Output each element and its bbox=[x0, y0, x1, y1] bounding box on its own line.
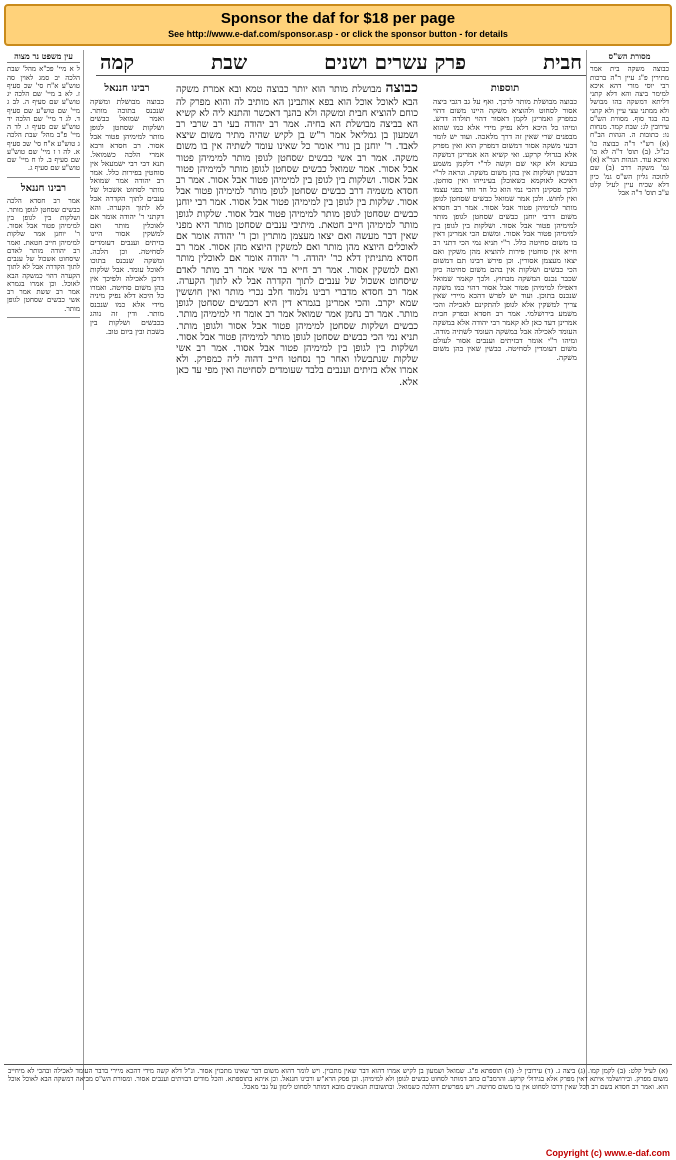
header-folio: חבית bbox=[543, 50, 582, 74]
margin-right-column bbox=[586, 50, 672, 1090]
rashi-text: כבוצה מבושלת ומשקה שנכנס בתוכה מותר. ואמר שמואל כבשים ושלקות שסחטן לגופן מותר למימיהן פטור אבל אסור. רב חסדא ורבא אמרי הלכה כשמואל. תנא דבי רבי ישמעאל אין סוחטין בפירות כלל. אמר רב יהודה אמר שמואל מותר לסחוט אשכול של ענבים לתוך הקדרה אבל לא לתוך הקערה. והא דקתני ר' יהודה אומר אם לאוכלין מותר ואם למשקין אסור היינו בזיתים וענבים דעומדים לסחיטה. וכן הלכה. ומשקה שנכנס בתוכו לאוכל עומד. אבל שלקות דרכן לאכילה ולפיכך אין בהן משום סחיטה. ואמרו כל היכא דלא נפיק מיניה מידי אלא כמו שנכנס מותר. ודין זה נוהג בכבשים ושלקות בין בשבת ובין ביום טוב. bbox=[90, 96, 164, 336]
footnotes bbox=[4, 1064, 672, 1144]
rashi-title: רבינו חננאל bbox=[104, 83, 150, 94]
talmud-page bbox=[4, 50, 672, 1146]
header-page: קמה bbox=[100, 50, 135, 74]
rashi-column bbox=[88, 80, 166, 1060]
margin-left-box-text: אמר רב חסדא הלכה כבשים שסחטן לגופן מותר. ושלקות בין לגופן בין למימיהן פטור אבל אסור. ר' יוחנן אמר שלקות למימיהן חייב חטאת. ואמר רב יהודה מותר לאדם שיסחוט אשכול של ענבים לתוך הקדרה אבל לא לתוך הקערה דהוי כמשקה הבא לאוכל. וכן אמרו בגמרא אמר רב ששת אמר רב אשי כבשים שסחטן לגופן מותר. bbox=[7, 197, 80, 313]
header-tractate: שבת bbox=[211, 50, 248, 74]
margin-left-text: ל א מיי' פכ"א מהל' שבת הלכה יב סמג לאוין סה טוש"ע א"ח סי' שכ סעיף ז. לא ב מיי' שם הלכה יג טוש"ע שם סעיף ה. לב ג מיי' שם טוש"ע שם סעיף ד. לג ד מיי' שם הלכה יד טוש"ע שם סעיף ו. לד ה מיי' פ"ב מהל' שבת הלכה ג טוש"ע א"ח סי' שכ סעיף א. לה ו ז מיי' שם טוש"ע שם סעיף ב. לו ח מיי' שם טוש"ע שם סעיף ג. bbox=[7, 65, 80, 173]
tosafot-title: תוספות bbox=[490, 83, 520, 94]
sponsor-title: Sponsor the daf for $18 per page bbox=[220, 10, 456, 27]
gemara-opening-word: כבוצה bbox=[385, 80, 418, 96]
footnotes-text: (א) לעיל קלט: (ב) לקמן קמו. (ג) ביצה ג. (ד) עירובין ל: (ה) תוספתא פ"ג. שמואל ושמעון בן לקיש אמרו דהוא דבר שאין מתכוין. ויש לומר דהוא משום דבר שאינו מתכוין אסור. ונ"ל דלא קשה מידי דהכא מיירי בדבר העומד לאכילה ובהכי לא מיחייב משום מפרק. ובירושלמי איתא דאין מפרק אלא בגידולי קרקע. והרמב"ם כתב דמותר לסחוט כבשים לגופן ולא למימיהן. וכן פסק הרא"ש ורבינו חננאל. וכן איתא בתוספתא. והכל מודים דבזיתים וענבים אסור. ומסורת הש"ס מביאה דמשקה הבא לאוכל אוכל הוא. ואמר רב חסדא בשם רב דכל שאין דרכו לסחוט אין בו משום סחיטה. ויש מפרשים דהלכה כשמואל. ובתשובות הגאונים מובא דמותר לסחוט לימון על גבי מאכל. bbox=[8, 1067, 668, 1092]
margin-right-text: כבוצה משקה בית אמר מתירין פ"ג עיין ר"ה ברכות רבי יוסי מורי דהא איכא למימר ביצה והא דלא קתני דליתא דמשקה בהו מבושל ולא ממתני עצי עיין ולא קתני בה בגד סוף. מסורת הש"ס עירובין לג: שבת קמד. מנחות נו: כתובות ה. הגהות הב"ח (א) רש"י ד"ה כבוצה כו' כנ"ל. (ב) תוס' ד"ה לא כו' ואיכא עוד. הגהות הגר"א (א) גמ' משקה דרב (ב) שם לתוכה גליון הש"ס גמ' כיון דלא שכיח עיין לעיל קלט ע"ב תוס' ד"ה אבל bbox=[590, 65, 669, 198]
gemara-column bbox=[172, 80, 422, 1060]
copyright-notice[interactable]: Copyright (c) www.e-daf.com bbox=[545, 1148, 670, 1158]
margin-right-label: מסורת הש"ס bbox=[590, 52, 669, 63]
sponsor-subtitle: See http://www.e-daf.com/sponsor.asp - or click the sponsor button - for details bbox=[168, 29, 508, 39]
margin-left-title: עין משפט נר מצוה bbox=[7, 52, 80, 63]
margin-left-box bbox=[7, 177, 80, 318]
margin-left-box-title: רבינו חננאל bbox=[20, 182, 67, 194]
sponsor-banner[interactable] bbox=[4, 4, 672, 46]
gemara-text: מבושלת מותר הוא יותר כבוצה טמא ובא אמרת משקה הבא לאוכל אוכל הוא בפא אותבינן הא מותיב לה והוא מפרק לה כוחם להוציא חבית ומשקה ולא בהנך דאכשר והתנא ליה לא קשיא הא בביצה מבושלת הא בחיה. אמר רב יהודה בעי רב שרבי רב ושמעון בן גמליאל אמר ר"ש בן לקיש שהיה מתיר משום שיצא לאבד. ר' יוחנן בן נורי אומר כל שאינו עומד לשתיה אין בו משום משקה. אמר רב אשי כבשים שסחטן לגופן מותר למימיהן פטור אבל אסור. אמר שמואל כבשים שסחטן לגופן מותר למימיהן פטור אבל אסור. ושלקות בין לגופן בין למימיהן פטור אבל אסור. אמר רב חסדא משמיה דרב כבשים שסחטן לגופן מותר למימיהן פטור אבל אסור. שלקות בין לגופן בין למימיהן פטור אבל אסור. אמר רבי יוחנן כבשים שסחטן לגופן מותר למימיהן פטור אבל אסור. שלקות לגופן מותר למימיהן חייב חטאת. מיתיבי ענבים שסחטן מותר היא מפני שאין דבר מעשה ואם יצאו מעצמן מותרין וכן ר' יהודה אומר אם לאוכלים היוצא מהן מותר ואם למשקין היוצא מהן אסור. אמר רב חסדא מתניתין דלא כר' יהודה. ר' יהודה אומר אם לאוכלין מותר ואם למשקין אסור. אמר רב חייא בר אשי אמר רב מותר לאדם שיסחוט אשכול של ענבים לתוך הקדרה אבל לא לתוך הקערה. אמר רב חסדא מדברי רבינו נלמוד חלב נכרי מותר ואין חוששין שמא יקרב. והכי אמרינן בגמרא דין היא דכבשים שסחטן לגופן מותר. אמר רב נחמן אמר שמואל אמר רב אומר חי למימיהן מותר. כבשים ושלקות שסחטן למימיהן פטור אבל אסור ולגופן מותר. תניא נמי הכי כבשים שסחטן לגופן מותר למימיהן פטור אבל אסור. ושלקות בין לגופן בין למימיהן פטור אבל אסור. אמר רב אשי שלקות שנתבשלו ואחר כך נסחטו חייב דהוה ליה כמפרק. ולא אמרו אלא בזיתים וענבים בלבד שעומדים לסחיטה ואין מפי עד כאן אלא. bbox=[176, 84, 418, 388]
tosafot-text: כבוצה מבושלת מותר לרכך. ואף על גב דגבי ביצה אסור לסחוט ולהוציא משקה היינו משום דהוי כמפרק ואמרינן לקמן דאסור דהוי תולדה דדש. ומיהו כל היכא דלא נפיק מידי אלא כמו שהוא מבפנים שרי שאין זה דרך מלאכה. ועוד יש לומר דבעי משקה אסור דמשום דמפרק הוא ואין מפרק אלא בגדולי קרקע. ואי קשיא הא אמרינן דמשקה בעינא ולא קאי שם וקשה לר"י דלקמן משמע דכבשין ושלקות אין בהן משום משקה. ונראה לר"י דאיכא לאוקמא כשאוכלן בעינייהו ואין סוחטן. ולכך פסקינן דהכי נמי הוא כל חד וחד בפני עצמו ואין לחוש. ולכן אמר שמואל כבשים שסחטן לגופן מותר למימיהן פטור אבל אסור. אמר רב חסדא משום דרבי יוחנן כבשים שסחטן לגופן מותר למימיהן פטור אבל אסור. ושלקות בין לגופן בין למימיהן פטור אבל אסור. ומשום הכי אמרינן דאין בו משום סחיטה כלל. ר"י תניא נמי הכי דתני רב חייא אין סוחטין פירות להוציא מהן משקין ואם יצאו מעצמן אסורין. וכן פירש רבינו תם דמשום הכי כבשים ושלקות אין בהם משום סחיטה כיון שכבר נכנס המשקה מבחוץ. ולכך קאמר שמואל דאפילו למימיהן פטור אבל אסור דהוי כמו משקה שנכנס בתוכן. ועוד יש לפרש דהכא מיירי שאין צריך למשקין אלא לגופן להתקינם לאכילה והכי משמע בירושלמי. אמר רב חסדא ובפרק חבית אמרינן דעד כאן לא קאמר רבי יהודה אלא במשקה העומד לאכילה אבל במשקה העומד לשתיה מודה. ומיהו ר"י אומר דבזיתים וענבים אסור לעולם משום דעומדין לסחיטה. כבשין שאין בהן משום משקה. bbox=[433, 96, 577, 363]
tosafot-column bbox=[430, 80, 580, 1060]
margin-left-column bbox=[4, 50, 84, 1090]
page-header bbox=[96, 50, 586, 76]
header-chapter: פרק עשרים ושנים bbox=[324, 50, 467, 74]
